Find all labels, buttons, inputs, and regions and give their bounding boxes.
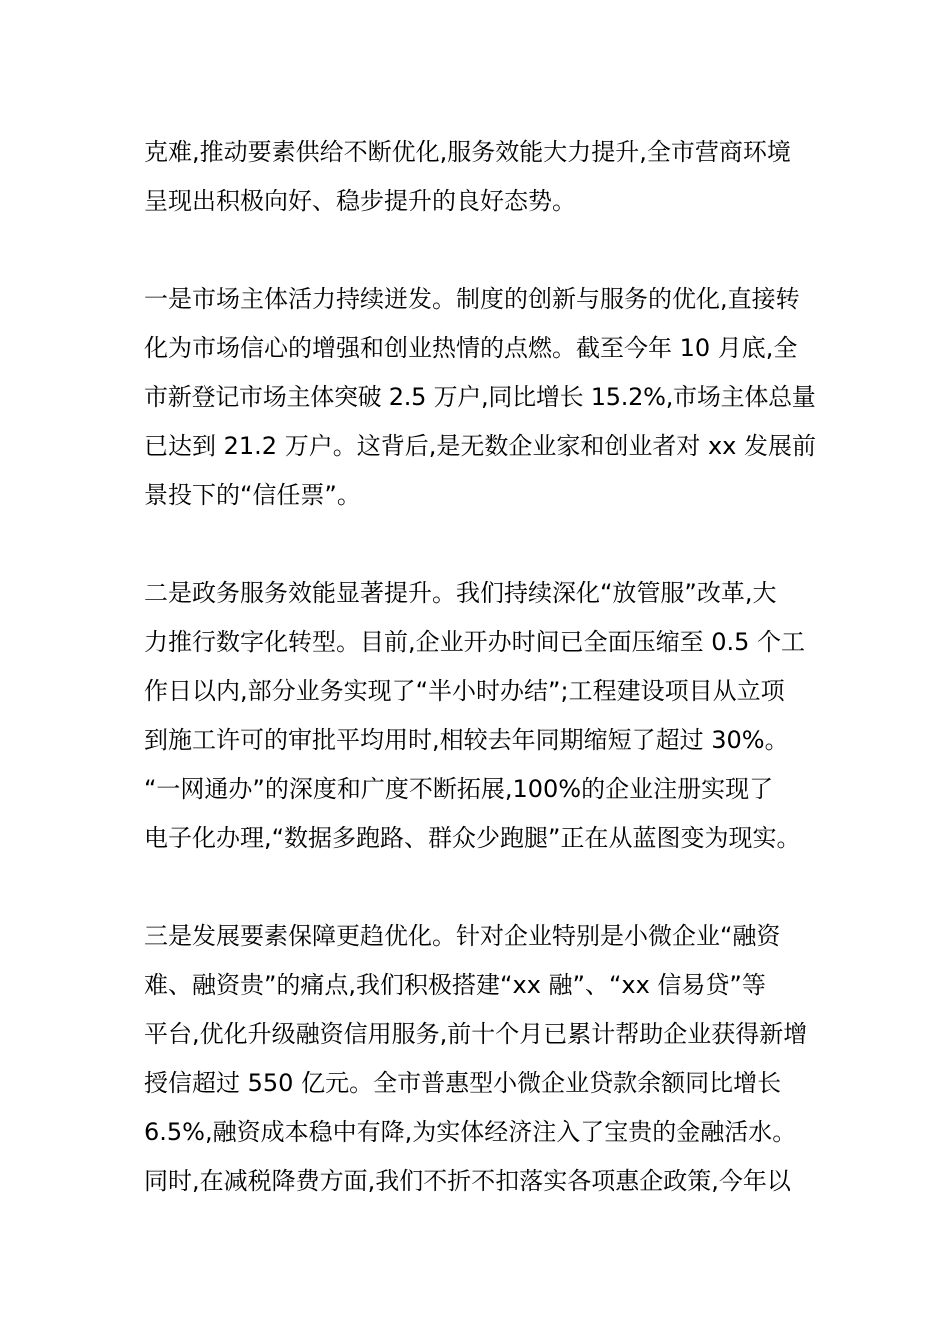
text-line: 作日以内,部分业务实现了“半小时办结”;工程建设项目从立项 — [144, 677, 785, 705]
text-line: 一是市场主体活力持续迸发。制度的创新与服务的优化,直接转 — [144, 285, 800, 313]
text-line: 二是政务服务效能显著提升。我们持续深化“放管服”改革,大 — [144, 579, 777, 607]
paragraph-development-factors — [144, 912, 816, 1206]
text-line: 电子化办理,“数据多跑路、群众少跑腿”正在从蓝图变为现实。 — [144, 824, 801, 852]
paragraph-market-vitality — [144, 275, 816, 520]
text-line: “一网通办”的深度和广度不断拓展,100%的企业注册实现了 — [144, 775, 774, 803]
paragraph-government-services — [144, 569, 816, 863]
text-line: 6.5%,融资成本稳中有降,为实体经济注入了宝贵的金融活水。 — [144, 1118, 797, 1146]
text-line: 化为市场信心的增强和创业热情的点燃。截至今年 10 月底,全 — [144, 334, 798, 362]
paragraph-intro — [144, 128, 816, 226]
text-line: 克难,推动要素供给不断优化,服务效能大力提升,全市营商环境 — [144, 138, 791, 166]
text-line: 难、融资贵”的痛点,我们积极搭建“xx 融”、“xx 信易贷”等 — [144, 971, 766, 999]
text-line: 授信超过 550 亿元。全市普惠型小微企业贷款余额同比增长 — [144, 1069, 782, 1097]
text-line: 三是发展要素保障更趋优化。针对企业特别是小微企业“融资 — [144, 922, 781, 950]
text-line: 市新登记市场主体突破 2.5 万户,同比增长 15.2%,市场主体总量 — [144, 383, 816, 411]
text-line: 同时,在减税降费方面,我们不折不扣落实各项惠企政策,今年以 — [144, 1167, 791, 1195]
document-body — [144, 128, 816, 1255]
text-line: 景投下的“信任票”。 — [144, 481, 361, 509]
text-line: 平台,优化升级融资信用服务,前十个月已累计帮助企业获得新增 — [144, 1020, 808, 1048]
text-line: 呈现出积极向好、稳步提升的良好态势。 — [144, 187, 576, 215]
text-line: 已达到 21.2 万户。这背后,是无数企业家和创业者对 xx 发展前 — [144, 432, 816, 460]
text-line: 到施工许可的审批平均用时,相较去年同期缩短了超过 30%。 — [144, 726, 789, 754]
text-line: 力推行数字化转型。目前,企业开办时间已全面压缩至 0.5 个工 — [144, 628, 806, 656]
